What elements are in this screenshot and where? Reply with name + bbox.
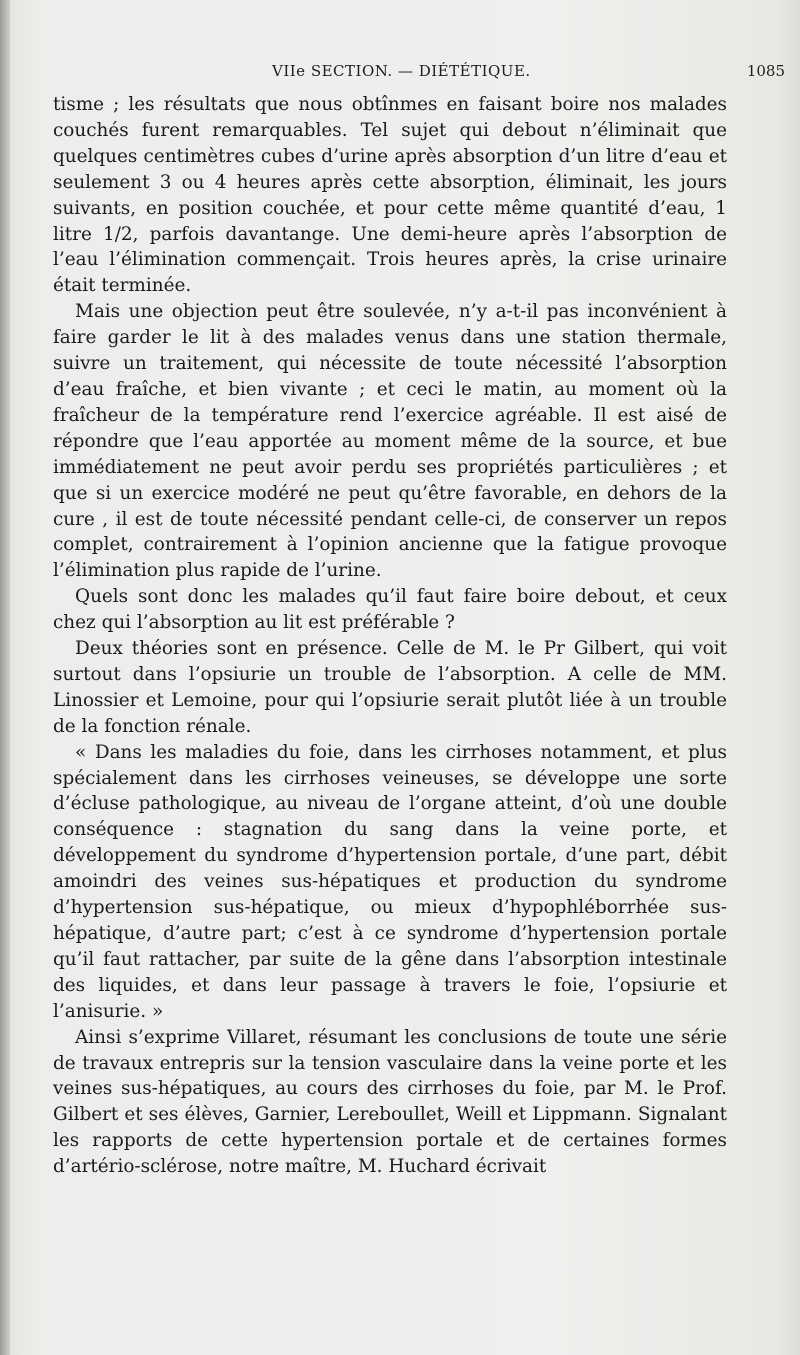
section-title: VIIe SECTION. — DIÉTÉTIQUE. bbox=[272, 62, 531, 80]
body-text bbox=[53, 92, 727, 1180]
paragraph-3: Quels sont donc les malades qu’il faut faire boire debout, et ceux chez qui l’absorption au lit est préférable ? bbox=[53, 586, 727, 634]
paragraph-6: Ainsi s’exprime Villaret, résumant les conclusions de toute une série de travaux entrepris sur la tension vasculaire dans la veine porte et les veines sus-hépatiques, au cours des cirrhoses du foie, par M. le Prof. Gilbert et ses élèves, Garnier, Lereboullet, Weill et Lippmann. Signalant les rapports de cette hypertension portale et de certaines formes d’artério-sclérose, notre maître, M. Huchard écrivait bbox=[53, 1026, 727, 1178]
paragraph-4: Deux théories sont en présence. Celle de M. le Pr Gilbert, qui voit surtout dans l’opsiurie un trouble de l’absorption. A celle de MM. Linossier et Lemoine, pour qui l’opsiurie serait plutôt liée à un trouble de la fonction rénale. bbox=[53, 638, 727, 737]
running-header bbox=[50, 62, 785, 84]
page-edge-shadow bbox=[0, 0, 10, 1355]
page-number: 1085 bbox=[746, 62, 785, 80]
paragraph-5-quote: « Dans les maladies du foie, dans les cirrhoses notamment, et plus spécialement dans les cirrhoses veineuses, se développe une sorte d’écluse pathologique, au niveau de l’organe atteint, d’où une double conséquence : stagnation du sang dans la veine porte, et développement du syndrome d’hypertension portale, d’une part, débit amoindri des veines sus-hépatiques et production du syndrome d’hypertension sus-hépatique, ou mieux d’hypophléborrhée sus-hépatique, d’autre part; c’est à ce syndrome d’hypertension portale qu’il faut rattacher, par suite de la gêne dans l’absorption intestinale des liquides, et dans leur passage à travers le foie, l’opsiurie et l’anisurie. » bbox=[53, 741, 727, 1022]
paragraph-1: tisme ; les résultats que nous obtînmes en faisant boire nos malades couchés furent remarquables. Tel sujet qui debout n’éliminait que quelques centimètres cubes d’urine après absorption d’un litre d’eau et seulement 3 ou 4 heures après cette absorption, éliminait, les jours suivants, en position couchée, et pour cette même quantité d’eau, 1 litre 1/2, parfois davantange. Une demi-heure après l’absorption de l’eau l’élimination commençait. Trois heures après, la crise urinaire était terminée. bbox=[53, 94, 727, 297]
paragraph-2: Mais une objection peut être soulevée, n’y a-t-il pas inconvénient à faire garder le lit à des malades venus dans une station thermale, suivre un traitement, qui nécessite de toute nécessité l’absorption d’eau fraîche, et bien vivante ; et ceci le matin, au moment où la fraîcheur de la température rend l’exercice agréable. Il est aisé de répondre que l’eau apportée au moment même de la source, et bue immédiatement ne peut avoir perdu ses propriétés particulières ; et que si un exercice modéré ne peut qu’être favorable, en dehors de la cure , il est de toute nécessité pendant celle-ci, de conserver un repos complet, contrairement à l’opinion ancienne que la fatigue provoque l’élimination plus rapide de l’urine. bbox=[53, 301, 727, 582]
